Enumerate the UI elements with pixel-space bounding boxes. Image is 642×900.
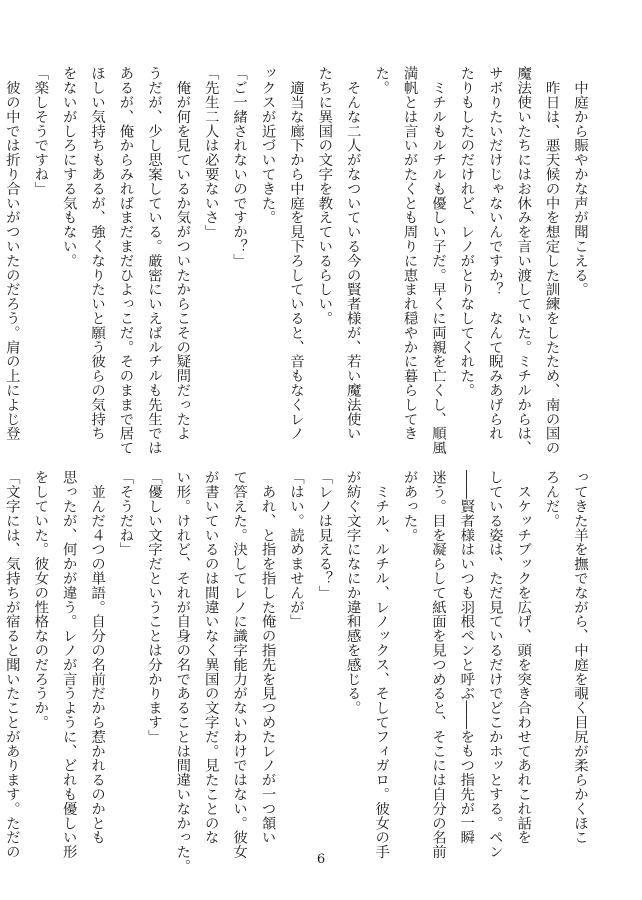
text-line: 「文字には、気持ちが宿ると聞いたことがあります。ただの [3,470,20,859]
text-line: ミチル、ルチル、レノックス、そしてフィガロ。彼女の手 [373,470,390,859]
text-line: たりもしたのだけれど、レノがとりなしてくれた。 [458,66,475,398]
text-line: 「先生二人は必要ないさ」 [202,66,219,239]
text-line: い形。けれど、それが自身の名であることは間違いなかった。 [174,470,191,874]
text-line: 満帆とは言いがたくとも周りに恵まれ穏やかに暮らしてき [401,66,418,441]
text-line: 「はい。読めませんが」 [287,470,304,629]
text-line: そんな二人がなついている今の賢者様が、若い魔法使い [344,66,361,441]
upper-text-block [3,66,594,455]
text-line: が書いているのは間違いなく異国の文字だ。見たことのな [202,470,219,845]
text-line: があった。 [401,470,418,542]
text-line: ろんだ。 [543,470,560,528]
text-line: ックスが近づいてきた。 [259,66,276,225]
text-line: ってきた羊を撫でながら、中庭を覗く目尻が柔らかくほこ [572,470,588,845]
text-line: が紡ぐ文字になにか違和感を感じる。 [344,470,361,715]
text-line: をしていた。彼女の性格なのだろうか。 [32,470,49,730]
text-line: あれ、と指を指した俺の指先を見つめたレノが一つ頷い [259,470,276,845]
text-line: 適当な廊下から中庭を見下ろしていると、音もなくレノ [287,66,304,441]
text-line: 迷う。目を凝らして紙面を見つめると、そこには自分の名前 [429,470,446,859]
text-line: 中庭から賑やかな声が聞こえる。 [572,66,588,297]
page-number: 6 [316,852,326,867]
text-line: 俺が何を見ているか気がついたからこその疑問だったよ [174,66,191,441]
text-line: 並んだ４つの単語。自分の名前だから惹かれるのかとも [89,470,106,845]
text-line: スケッチブックを広げ、頭を突き合わせてあれこれ話を [515,470,532,845]
text-line: て答えた。決してレノに識字能力がないわけではない。彼女 [231,470,248,859]
text-line: ほしい気持ちもあるが、強くなりたいと願う彼らの気持ち [89,66,106,441]
text-line: 「優しい文字だということは分かります」 [145,470,162,744]
text-line: 「そうだね」 [117,470,134,557]
text-line: うだが、少し思案している。厳密にいえばルチルも先生では [145,66,162,455]
text-line: サボりたいだけじゃないんですか？ なんて睨みあげられ [486,66,503,441]
text-line: 魔法使いたちにはお休みを言い渡していた。ミチルからは、 [515,66,532,455]
text-line: たちに異国の文字を教えているらしい。 [316,66,333,326]
text-line: 思ったが、何かが違う。レノが言うように、どれも優しい形 [60,470,77,859]
lower-text-block [3,470,594,874]
text-line: 「ご一緒されないのですか？」 [231,66,248,268]
text-line: をないがしろにする気もない。 [60,66,77,268]
text-line: ミチルもルチルも優しい子だ。早くに両親を亡くし、順風 [429,66,446,455]
text-line: 彼の中では折り合いがついたのだろう。肩の上によじ登 [3,66,20,441]
text-line: た。 [373,66,390,95]
text-line: ――賢者様はいつも羽根ペンと呼ぶ――をもつ指先が一瞬 [458,470,475,845]
text-line: あるが、俺からみればまだまだひよっこだ。そのままで居て [117,66,134,455]
text-line: 「楽しそうですね」 [32,66,49,196]
text-line: 「レノは見える？」 [316,470,333,600]
text-line: 昨日は、悪天候の中を想定した訓練をしたため、南の国の [543,66,560,455]
text-line: している姿は、ただ見ているだけでどこかホッとする。ペン [486,470,503,859]
